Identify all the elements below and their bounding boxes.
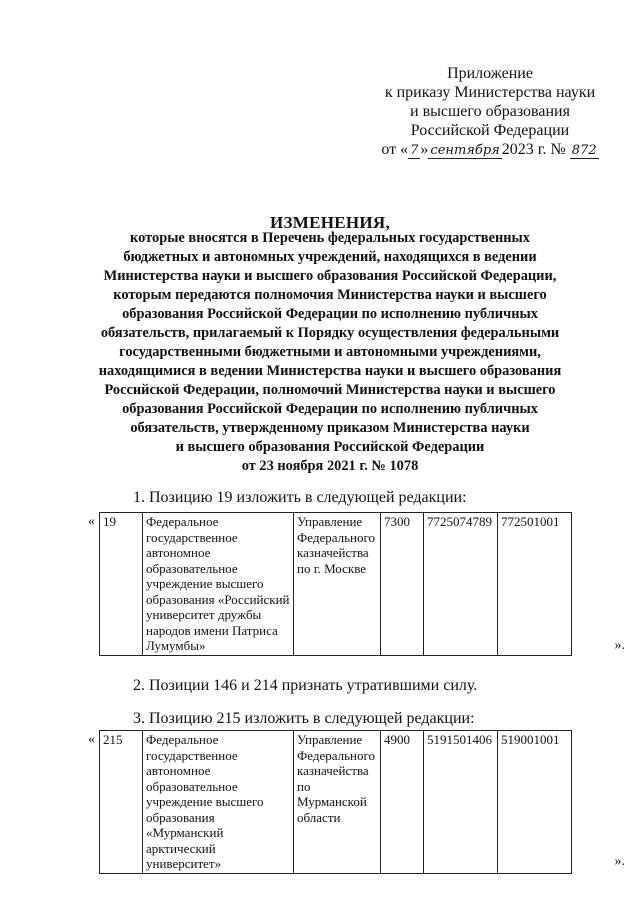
org-line: казначейства — [297, 545, 369, 560]
org-line: казначейства — [297, 763, 369, 778]
name-line: образовательное — [146, 560, 238, 576]
cell-number: 19 — [100, 513, 143, 656]
org-line: области — [297, 809, 341, 825]
name-line: государственное — [146, 747, 238, 763]
name-line: арктический — [146, 840, 216, 856]
close-quote: ». — [614, 854, 625, 869]
cell-treasury — [294, 513, 381, 656]
order-date-line — [360, 140, 620, 159]
cell-kpp: 519001001 — [498, 731, 572, 874]
date-mid: » — [420, 141, 429, 158]
cell-code: 7300 — [381, 513, 424, 656]
document-subtitle — [60, 229, 600, 476]
cell-kpp: 772501001 — [498, 513, 572, 656]
subtitle-line: которые вносятся в Перечень федеральных государственных — [130, 230, 530, 246]
handwritten-day: 7 — [410, 143, 419, 158]
org-line: по — [297, 778, 311, 794]
org-line: по г. Москве — [297, 560, 367, 576]
subtitle-line: государственными бюджетными и автономными учреждениями, — [119, 344, 541, 360]
cell-inn: 7725074789 — [424, 513, 498, 656]
record-table — [99, 730, 572, 874]
handwritten-number: 872 — [571, 143, 597, 158]
item-2: 2. Позиции 146 и 214 признать утратившими силу. — [133, 677, 478, 694]
name-line: образования — [146, 809, 215, 825]
record-table — [99, 512, 572, 656]
open-quote: « — [88, 732, 95, 747]
name-line: образования «Российский — [146, 591, 290, 607]
table-row — [100, 731, 572, 874]
org-line: Управление — [297, 732, 363, 747]
close-quote: ». — [614, 638, 625, 653]
header-line: и высшего образования — [410, 103, 570, 120]
table-row — [100, 513, 572, 656]
item-3: 3. Позицию 215 изложить в следующей редакции: — [133, 710, 475, 727]
name-line: автономное — [146, 763, 211, 778]
subtitle-line: от 23 ноября 2021 г. № 1078 — [241, 458, 419, 474]
org-line: Управление — [297, 514, 363, 529]
cell-institution-name — [143, 731, 294, 874]
subtitle-line: находящимися в ведении Министерства науки и высшего образования — [98, 363, 562, 379]
subtitle-line: которым передаются полномочия Министерства науки и высшего — [113, 287, 547, 303]
date-prefix: от « — [381, 141, 409, 158]
subtitle-line: бюджетных и автономных учреждений, находящихся в ведении — [123, 249, 537, 265]
cell-inn: 5191501406 — [424, 731, 498, 874]
cell-number: 215 — [100, 731, 143, 874]
appendix-header — [360, 64, 620, 159]
name-line: учреждение высшего — [146, 576, 264, 591]
name-line: Лумумбы» — [146, 638, 206, 653]
header-line: Приложение — [447, 65, 533, 82]
cell-institution-name — [143, 513, 294, 656]
date-year: 2023 г. № — [501, 141, 566, 158]
header-line: к приказу Министерства науки — [384, 84, 596, 101]
name-line: автономное — [146, 545, 211, 560]
org-line: Мурманской — [297, 794, 367, 809]
open-quote: « — [88, 514, 95, 529]
subtitle-line: и высшего образования Российской Федерации — [175, 439, 485, 455]
name-line: государственное — [146, 529, 238, 545]
org-line: Федерального — [297, 529, 376, 545]
item-1: 1. Позицию 19 изложить в следующей редакции: — [133, 489, 467, 506]
name-line: университет дружбы — [146, 607, 262, 622]
cell-code: 4900 — [381, 731, 424, 874]
handwritten-month: сентября — [430, 143, 500, 158]
subtitle-line: обязательств, утвержденному приказом Министерства науки — [130, 420, 530, 436]
cell-treasury — [294, 731, 381, 874]
name-line: народов имени Патриса — [146, 622, 278, 638]
header-line: Российской Федерации — [410, 122, 570, 139]
name-line: образовательное — [146, 778, 238, 794]
subtitle-line: Российской Федерации, полномочий Министерства науки и высшего — [104, 382, 556, 398]
subtitle-line: образования Российской Федерации по исполнению публичных — [122, 401, 538, 417]
org-line: Федерального — [297, 747, 376, 763]
name-line: «Мурманский — [146, 825, 224, 840]
document-title: ИЗМЕНЕНИЯ, — [269, 213, 391, 232]
name-line: Федеральное — [146, 732, 219, 747]
name-line: учреждение высшего — [146, 794, 264, 809]
subtitle-line: обязательств, прилагаемый к Порядку осуществления федеральными — [100, 325, 560, 341]
subtitle-line: образования Российской Федерации по исполнению публичных — [122, 306, 538, 322]
name-line: университет» — [146, 856, 222, 871]
name-line: Федеральное — [146, 514, 219, 529]
subtitle-line: Министерства науки и высшего образования Российской Федерации, — [103, 268, 557, 284]
